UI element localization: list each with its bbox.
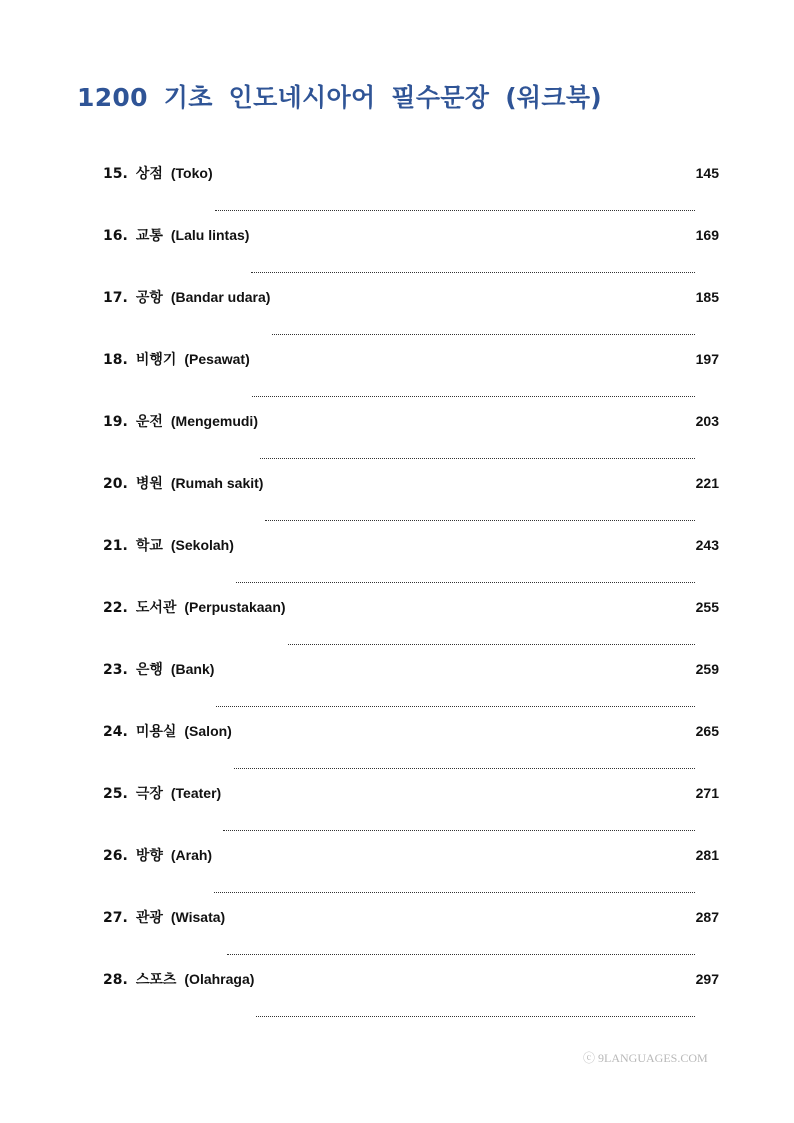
toc-entry-indonesian-title: (Mengemudi) [170,413,258,429]
toc-entry-number: 25. [103,786,128,802]
toc-entry-korean-title: 방향 [135,848,163,864]
toc-entry-number: 28. [103,972,128,988]
toc-entry-indonesian-title: (Sekolah) [170,537,234,553]
toc-entry-page-number: 297 [695,971,719,987]
toc-entry-korean-title: 비행기 [135,352,177,368]
toc-entry-indonesian-title: (Wisata) [170,909,226,925]
dot-leader [252,396,695,397]
toc-entry-korean-title: 교통 [135,228,163,244]
toc-entry-number: 17. [103,290,128,306]
toc-entry-indonesian-title: (Arah) [170,847,213,863]
toc-entry-korean-title: 병원 [135,476,163,492]
dot-leader [227,954,694,955]
toc-entry[interactable] [103,220,719,282]
toc-entry-indonesian-title: (Olahraga) [184,971,255,987]
toc-entry-number: 24. [103,724,128,740]
page-title: 1200 기초 인도네시아어 필수문장 (워크북) [77,83,602,112]
toc-entry-korean-title: 학교 [135,538,163,554]
toc-entry-number: 27. [103,910,128,926]
dot-leader [215,210,695,211]
toc-entry-indonesian-title: (Perpustakaan) [184,599,286,615]
toc-entry-number: 22. [103,600,128,616]
toc-entry-number: 15. [103,166,128,182]
toc-entry-page-number: 271 [695,785,719,801]
dot-leader [272,334,694,335]
toc-entry-korean-title: 공항 [135,290,163,306]
toc-entry[interactable] [103,468,719,530]
toc-entry-page-number: 185 [695,289,719,305]
toc-entry-korean-title: 은행 [135,662,163,678]
toc-entry-page-number: 197 [695,351,719,367]
toc-entry[interactable] [103,778,719,840]
toc-entry-korean-title: 미용실 [135,724,177,740]
toc-entry-page-number: 203 [695,413,719,429]
toc-entry[interactable] [103,158,719,220]
toc-entry-page-number: 287 [695,909,719,925]
toc-entry-korean-title: 상점 [135,166,163,182]
toc-entry-korean-title: 도서관 [135,600,177,616]
toc-entry-number: 23. [103,662,128,678]
toc-entry-indonesian-title: (Bandar udara) [170,289,271,305]
toc-entry-number: 26. [103,848,128,864]
dot-leader [256,1016,694,1017]
dot-leader [236,582,695,583]
toc-entry-korean-title: 스포츠 [135,972,177,988]
toc-entry[interactable] [103,840,719,902]
toc-entry-korean-title: 극장 [135,786,163,802]
toc-entry-page-number: 169 [695,227,719,243]
toc-entry[interactable] [103,654,719,716]
toc-entry[interactable] [103,964,719,1026]
toc-entry[interactable] [103,902,719,964]
toc-entry-number: 21. [103,538,128,554]
toc-entry-indonesian-title: (Toko) [170,165,213,181]
toc-entry-number: 16. [103,228,128,244]
toc-entry[interactable] [103,406,719,468]
toc-entry-number: 20. [103,476,128,492]
toc-entry-page-number: 243 [695,537,719,553]
toc-entry[interactable] [103,282,719,344]
toc-entry-number: 18. [103,352,128,368]
toc-entry[interactable] [103,592,719,654]
toc-entry-page-number: 259 [695,661,719,677]
dot-leader [216,706,694,707]
toc-entry-indonesian-title: (Teater) [170,785,222,801]
dot-leader [223,830,694,831]
toc-entry-page-number: 255 [695,599,719,615]
toc-entry-page-number: 221 [695,475,719,491]
dot-leader [251,272,694,273]
toc-entry-indonesian-title: (Lalu lintas) [170,227,250,243]
copyright-footer: ⓒ 9LANGUAGES.COM [583,1051,708,1065]
toc-entry-korean-title: 관광 [135,910,163,926]
toc-entry-korean-title: 운전 [135,414,163,430]
toc-entry-indonesian-title: (Bank) [170,661,215,677]
toc-entry-indonesian-title: (Rumah sakit) [170,475,264,491]
dot-leader [260,458,695,459]
toc-entry-page-number: 281 [695,847,719,863]
toc-entry[interactable] [103,530,719,592]
toc-entry-indonesian-title: (Salon) [184,723,232,739]
dot-leader [288,644,695,645]
toc-entry[interactable] [103,344,719,406]
dot-leader [234,768,695,769]
toc-entry-page-number: 265 [695,723,719,739]
toc-entry[interactable] [103,716,719,778]
toc-entry-indonesian-title: (Pesawat) [184,351,250,367]
dot-leader [265,520,694,521]
table-of-contents [103,158,719,1026]
toc-entry-number: 19. [103,414,128,430]
dot-leader [214,892,695,893]
toc-entry-page-number: 145 [695,165,719,181]
